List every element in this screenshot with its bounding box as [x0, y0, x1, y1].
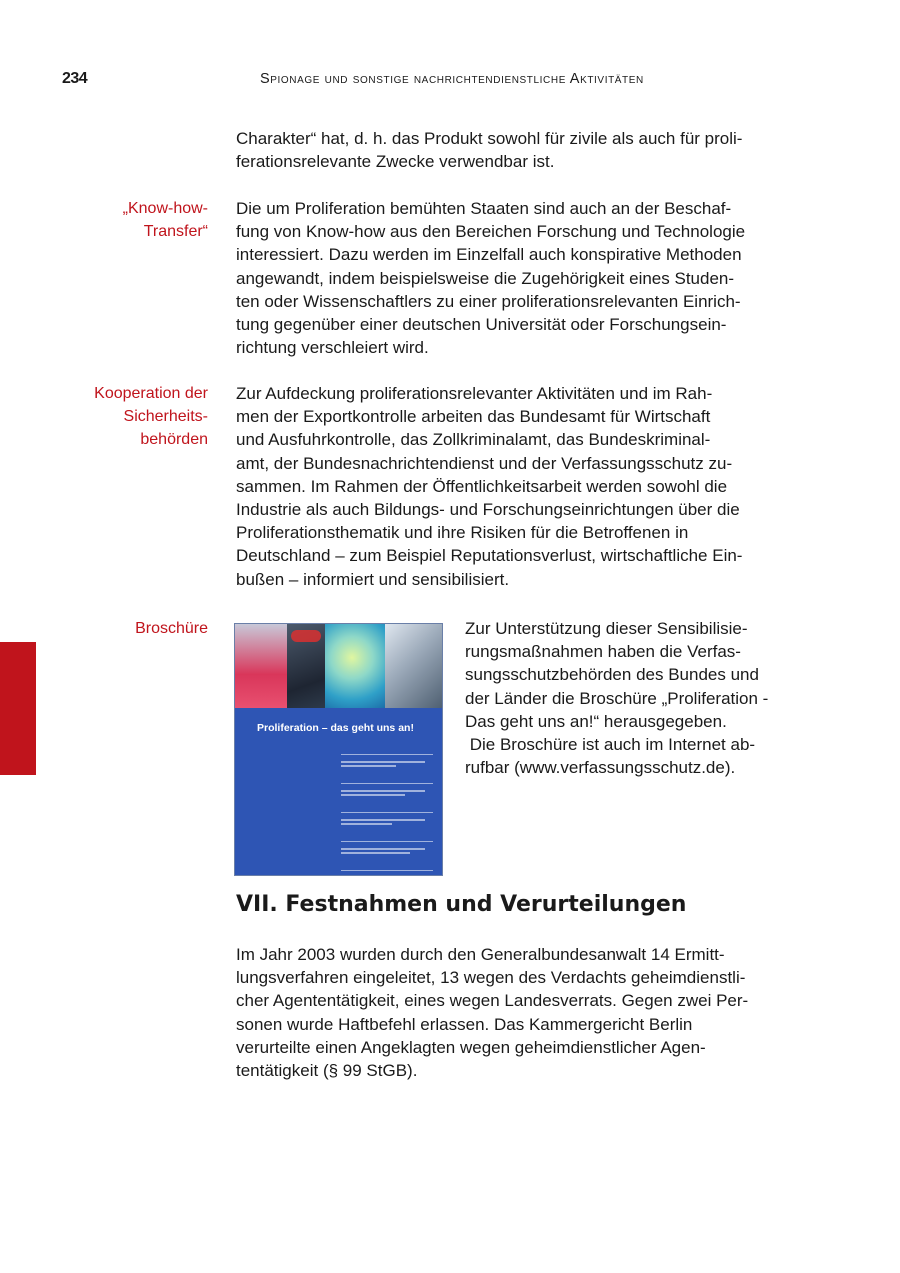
- brochure-title: Proliferation – das geht uns an!: [257, 722, 414, 734]
- text-line: men der Exportkontrolle arbeiten das Bundesamt für Wirtschaft: [236, 407, 711, 427]
- text-line: tung gegenüber einer deutschen Universität oder Forschungsein-: [236, 315, 727, 335]
- brochure-cover-image: [234, 623, 443, 876]
- text-line: richtung verschleiert wird.: [236, 338, 429, 358]
- text-line: interessiert. Dazu werden im Einzelfall auch konspirative Methoden: [236, 245, 742, 265]
- margin-note-line: Transfer“: [143, 223, 208, 240]
- paragraph-intro: [236, 127, 796, 173]
- margin-note-cooperation: [94, 382, 208, 451]
- brochure-contents-item: [341, 754, 433, 783]
- brochure-contents-item: [341, 841, 433, 870]
- margin-note-line: Broschüre: [135, 620, 208, 637]
- text-line: Zur Aufdeckung proliferationsrelevanter Aktivitäten und im Rah-: [236, 384, 713, 403]
- brochure-photo-strip: [235, 624, 442, 708]
- text-line: ferationsrelevante Zwecke verwendbar ist.: [236, 152, 555, 172]
- brochure-contents-item: [341, 783, 433, 812]
- margin-note-line: „Know-how-: [122, 200, 208, 217]
- brochure-logo-icon: [291, 630, 321, 642]
- text-line: Die um Proliferation bemühten Staaten sind auch an der Beschaf-: [236, 199, 732, 218]
- text-line: und Ausfuhrkontrolle, das Zollkriminalamt, das Bundeskriminal-: [236, 430, 711, 450]
- margin-note-line: Kooperation der: [94, 385, 208, 402]
- brochure-contents-list: [341, 754, 433, 876]
- paragraph-brochure: [465, 617, 800, 779]
- text-line: der Länder die Broschüre „Proliferation -: [465, 688, 769, 708]
- text-line: Proliferationsthematik und ihre Risiken für die Betroffenen in: [236, 523, 689, 543]
- text-line: Industrie als auch Bildungs- und Forschungseinrichtungen über die: [236, 500, 740, 520]
- text-line: lungsverfahren eingeleitet, 13 wegen des Verdachts geheimdienstli-: [236, 968, 746, 988]
- text-line: sungsschutzbehörden des Bundes und: [465, 665, 759, 685]
- text-line: Charakter“ hat, d. h. das Produkt sowohl für zivile als auch für proli-: [236, 129, 743, 148]
- margin-note-brochure: [135, 617, 208, 640]
- text-line: Zur Unterstützung dieser Sensibilisie-: [465, 619, 748, 638]
- text-line: Deutschland – zum Beispiel Reputationsverlust, wirtschaftliche Ein-: [236, 546, 743, 566]
- lab-flask-photo: [235, 624, 287, 708]
- text-line: verurteilte einen Angeklagten wegen geheimdienstlicher Agen-: [236, 1037, 706, 1057]
- red-thumb-tab: [0, 642, 36, 775]
- text-line: angewandt, indem beispielsweise die Zugehörigkeit eines Studen-: [236, 268, 735, 288]
- brochure-contents-item: [341, 812, 433, 841]
- scientist-photo: [325, 624, 385, 708]
- text-line: bußen – informiert und sensibilisiert.: [236, 569, 510, 589]
- text-line: Das geht uns an!“ herausgegeben.: [465, 711, 727, 731]
- page-number: 234: [62, 70, 88, 87]
- paragraph-arrests: [236, 943, 796, 1082]
- margin-note-line: behörden: [140, 431, 208, 448]
- metal-parts-photo: [385, 624, 442, 708]
- brochure-contents-item: [341, 870, 433, 876]
- text-line: rungsmaßnahmen haben die Verfas-: [465, 642, 741, 662]
- text-line: ten oder Wissenschaftlers zu einer proliferationsrelevanten Einrich-: [236, 291, 741, 311]
- margin-note-know-how: [123, 197, 208, 243]
- text-line: sonen wurde Haftbefehl erlassen. Das Kammergericht Berlin: [236, 1014, 693, 1034]
- paragraph-know-how: [236, 197, 796, 359]
- text-line: amt, der Bundesnachrichtendienst und der Verfassungsschutz zu-: [236, 453, 733, 473]
- text-line: fung von Know-how aus den Bereichen Forschung und Technologie: [236, 222, 746, 242]
- margin-note-line: Sicherheits-: [123, 408, 208, 425]
- text-line: Die Broschüre ist auch im Internet ab-: [465, 735, 756, 755]
- text-line: tentätigkeit (§ 99 StGB).: [236, 1061, 418, 1081]
- text-line: cher Agententätigkeit, eines wegen Landesverrats. Gegen zwei Per-: [236, 991, 749, 1011]
- running-head: Spionage und sonstige nachrichtendienstliche Aktivitäten: [260, 71, 644, 87]
- section-heading: VII. Festnahmen und Verurteilungen: [236, 892, 687, 917]
- paragraph-cooperation: [236, 382, 796, 591]
- text-line: sammen. Im Rahmen der Öffentlichkeitsarbeit werden sowohl die: [236, 476, 728, 496]
- text-line: Im Jahr 2003 wurden durch den Generalbundesanwalt 14 Ermitt-: [236, 945, 725, 964]
- text-line: rufbar (www.verfassungsschutz.de).: [465, 758, 736, 778]
